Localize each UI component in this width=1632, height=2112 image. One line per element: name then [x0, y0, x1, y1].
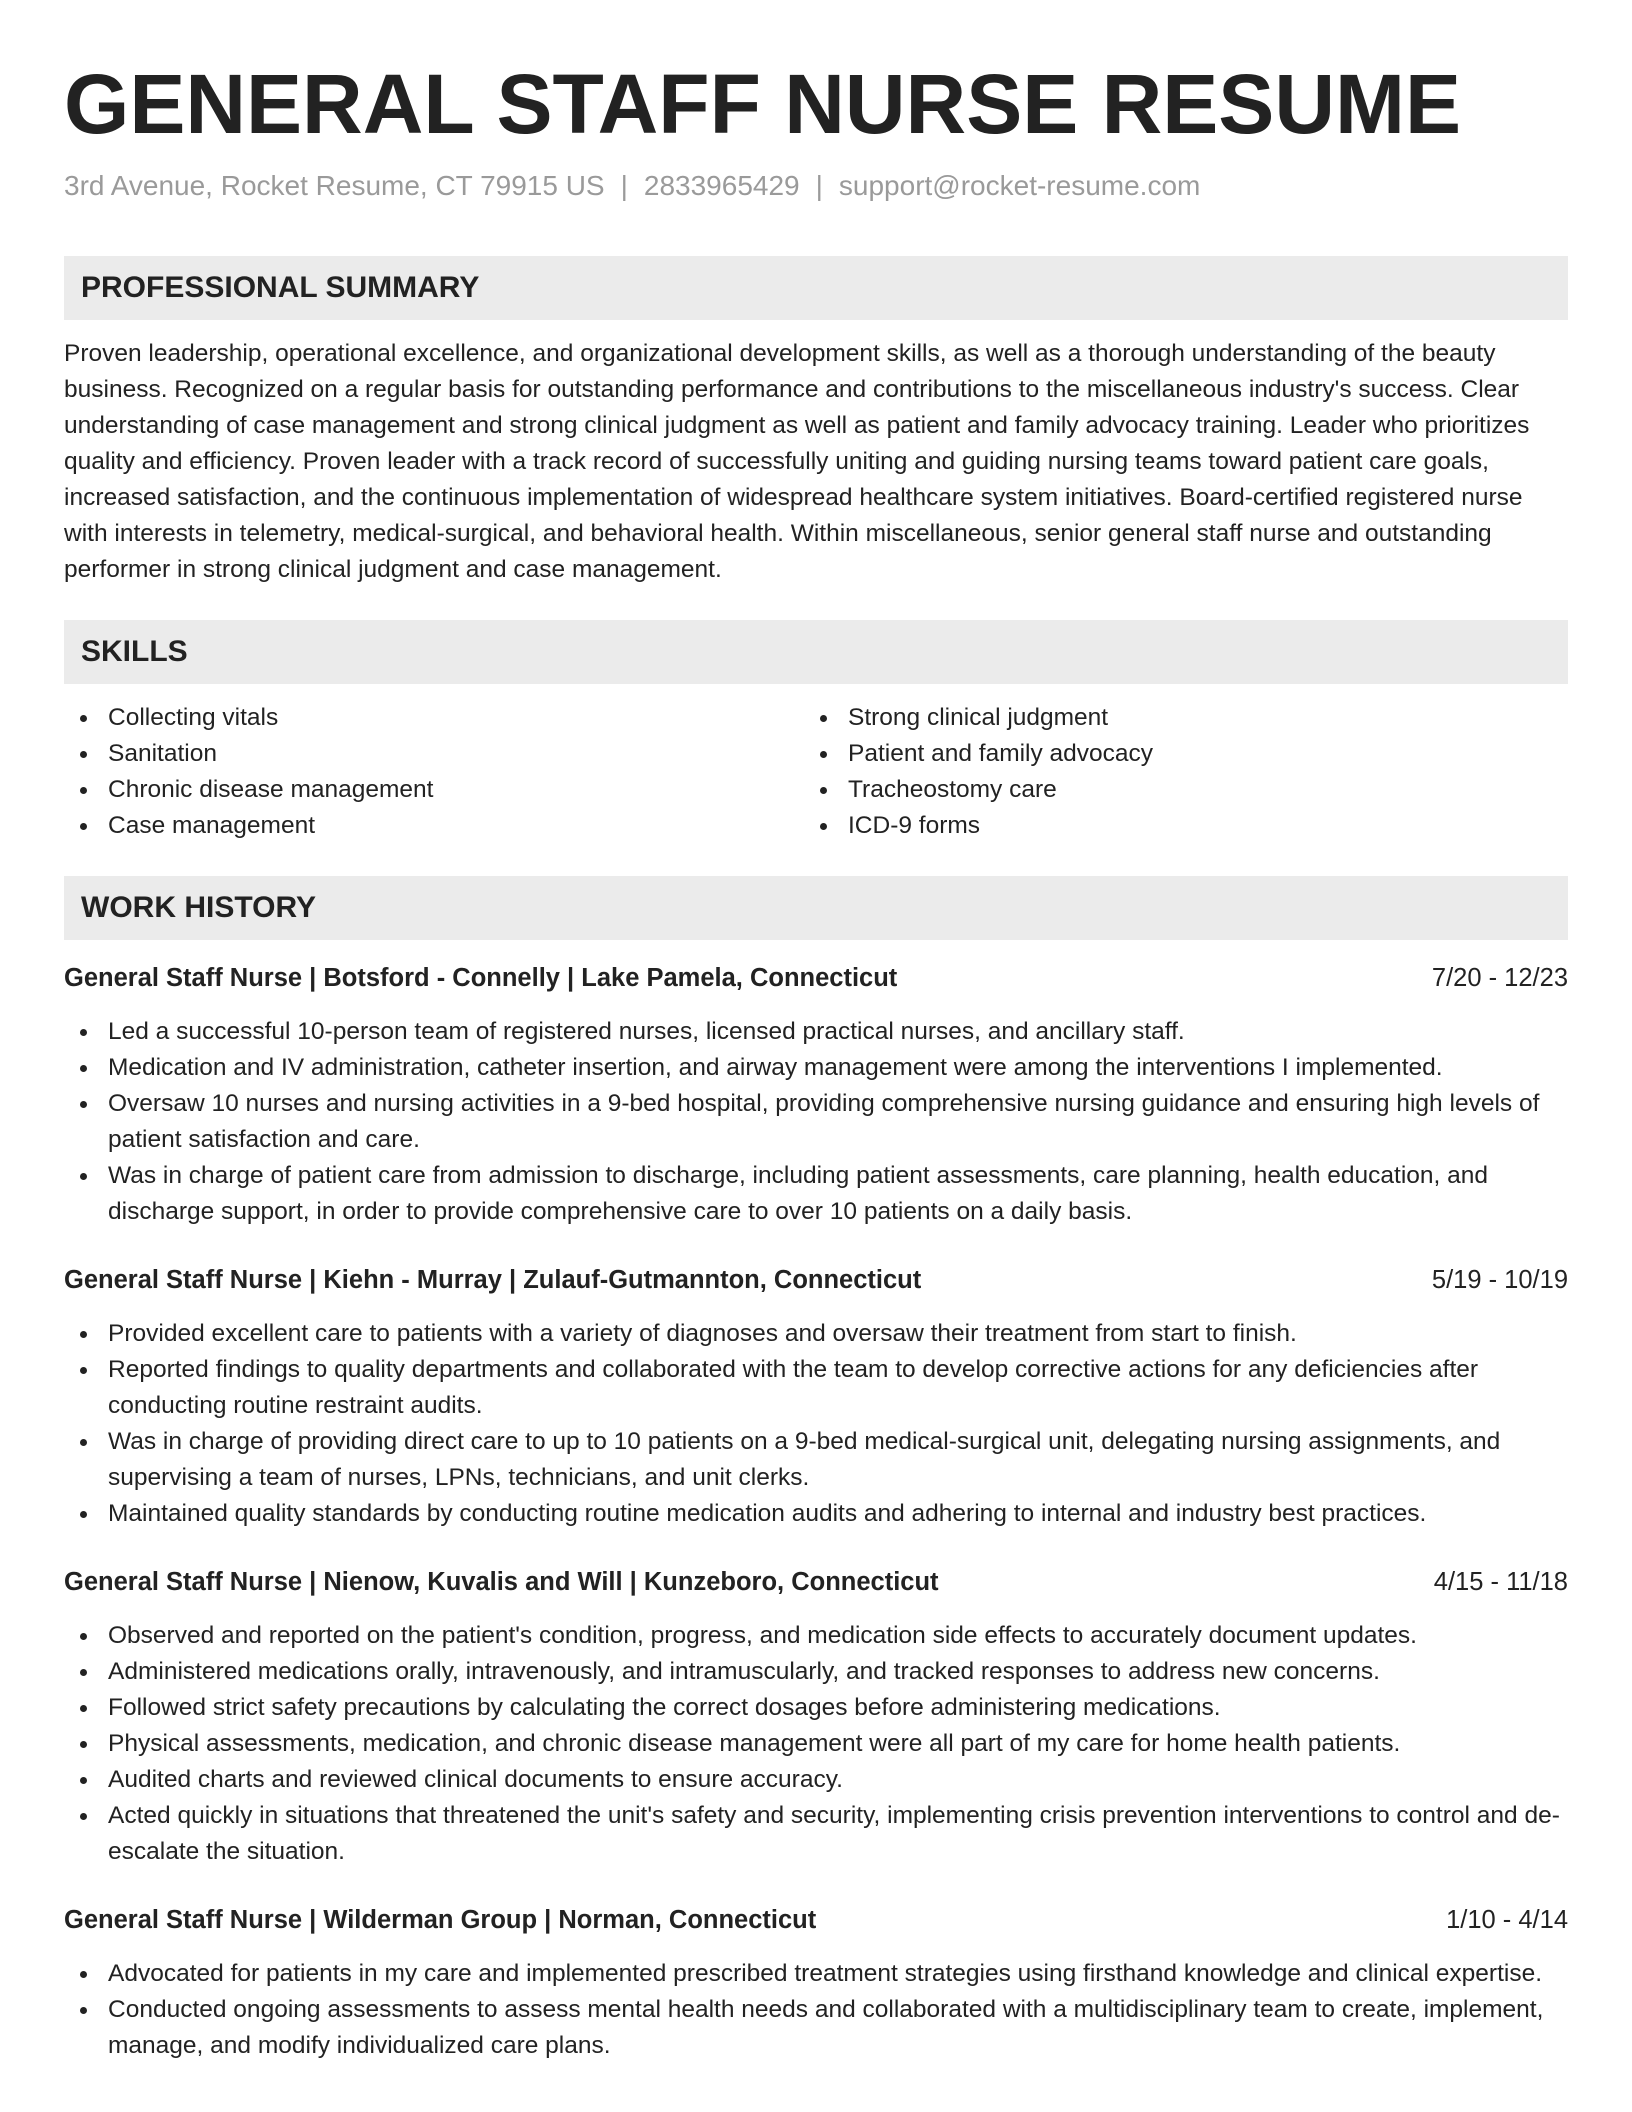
- job-bullet: Was in charge of providing direct care to up to 10 patients on a 9-bed medical-surgical unit, delegating nursing assignments, and supervising a team of nurses, LPNs, technicians, and unit clerks.: [64, 1424, 1568, 1496]
- job-bullet: Reported findings to quality departments and collaborated with the team to develop corrective actions for any deficiencies after conducting routine restraint audits.: [64, 1352, 1568, 1424]
- contact-separator: |: [620, 170, 628, 201]
- skill-item: Tracheostomy care: [804, 772, 1544, 808]
- job-bullet: Led a successful 10-person team of registered nurses, licensed practical nurses, and ancillary staff.: [64, 1014, 1568, 1050]
- section-header-summary: PROFESSIONAL SUMMARY: [64, 256, 1568, 320]
- job-dates: 7/20 - 12/23: [1431, 964, 1568, 992]
- job-bullets: [64, 1014, 1568, 1230]
- job-entry: [64, 1902, 1568, 2064]
- summary-text: Proven leadership, operational excellence, and organizational development skills, as well as a thorough understanding of the beauty business. Recognized on a regular basis for outstanding performance and contributions to the miscellaneous industry's success. Clear understanding of case management and strong clinical judgment as well as patient and family advocacy training. Leader who prioritizes quality and efficiency. Proven leader with a track record of successfully uniting and guiding nursing teams toward patient care goals, increased satisfaction, and the continuous implementation of widespread healthcare system initiatives. Board-certified registered nurse with interests in telemetry, medical-surgical, and behavioral health. Within miscellaneous, senior general staff nurse and outstanding performer in strong clinical judgment and case management.: [64, 340, 1530, 583]
- job-header: [64, 1902, 1568, 1938]
- contact-separator: |: [815, 170, 823, 201]
- job-bullets: [64, 1618, 1568, 1870]
- skill-item: Patient and family advocacy: [804, 736, 1544, 772]
- job-bullet: Observed and reported on the patient's condition, progress, and medication side effects to accurately document updates.: [64, 1618, 1568, 1654]
- job-title: General Staff Nurse | Kiehn - Murray | Zulauf-Gutmannton, Connecticut: [64, 1266, 922, 1294]
- contact-address: 3rd Avenue, Rocket Resume, CT 79915 US: [64, 170, 605, 201]
- contact-line: [64, 168, 1568, 204]
- job-dates: 4/15 - 11/18: [1433, 1568, 1568, 1596]
- contact-phone: 2833965429: [643, 170, 800, 201]
- job-bullet: Audited charts and reviewed clinical documents to ensure accuracy.: [64, 1762, 1568, 1798]
- resume-title: GENERAL STAFF NURSE RESUME: [64, 57, 1461, 151]
- skill-item: Strong clinical judgment: [804, 700, 1544, 736]
- job-bullet: Physical assessments, medication, and chronic disease management were all part of my care for home health patients.: [64, 1726, 1568, 1762]
- skill-item: ICD-9 forms: [804, 808, 1544, 844]
- skills-column-left: [64, 700, 804, 844]
- job-title: General Staff Nurse | Wilderman Group | Norman, Connecticut: [64, 1906, 817, 1934]
- job-header: [64, 1564, 1568, 1600]
- skill-item: Case management: [64, 808, 804, 844]
- job-bullet: Acted quickly in situations that threatened the unit's safety and security, implementing crisis prevention interventions to control and de-escalate the situation.: [64, 1798, 1568, 1870]
- job-bullet: Followed strict safety precautions by calculating the correct dosages before administering medications.: [64, 1690, 1568, 1726]
- skills-list: [64, 700, 1568, 844]
- job-dates: 1/10 - 4/14: [1446, 1906, 1568, 1934]
- job-bullet: Administered medications orally, intravenously, and intramuscularly, and tracked responses to address new concerns.: [64, 1654, 1568, 1690]
- contact-email: support@rocket-resume.com: [838, 170, 1201, 201]
- skill-item: Sanitation: [64, 736, 804, 772]
- skills-column-right: [804, 700, 1544, 844]
- job-entry: [64, 1262, 1568, 1532]
- job-title: General Staff Nurse | Botsford - Connelly | Lake Pamela, Connecticut: [64, 964, 898, 992]
- section-header-skills: SKILLS: [64, 620, 1568, 684]
- job-bullet: Maintained quality standards by conducting routine medication audits and adhering to internal and industry best practices.: [64, 1496, 1568, 1532]
- job-dates: 5/19 - 10/19: [1431, 1266, 1568, 1294]
- job-bullet: Advocated for patients in my care and implemented prescribed treatment strategies using firsthand knowledge and clinical expertise.: [64, 1956, 1568, 1992]
- job-header: [64, 960, 1568, 996]
- job-bullet: Conducted ongoing assessments to assess mental health needs and collaborated with a multidisciplinary team to create, implement, manage, and modify individualized care plans.: [64, 1992, 1568, 2064]
- job-bullet: Medication and IV administration, catheter insertion, and airway management were among the interventions I implemented.: [64, 1050, 1568, 1086]
- skill-item: Collecting vitals: [64, 700, 804, 736]
- job-bullets: [64, 1956, 1568, 2064]
- skill-item: Chronic disease management: [64, 772, 804, 808]
- job-title: General Staff Nurse | Nienow, Kuvalis and Will | Kunzeboro, Connecticut: [64, 1568, 939, 1596]
- job-bullet: Oversaw 10 nurses and nursing activities in a 9-bed hospital, providing comprehensive nursing guidance and ensuring high levels of patient satisfaction and care.: [64, 1086, 1568, 1158]
- section-header-work-history: WORK HISTORY: [64, 876, 1568, 940]
- job-bullet: Was in charge of patient care from admission to discharge, including patient assessments, care planning, health education, and discharge support, in order to provide comprehensive care to over 10 patients on a daily basis.: [64, 1158, 1568, 1230]
- job-bullet: Provided excellent care to patients with a variety of diagnoses and oversaw their treatment from start to finish.: [64, 1316, 1568, 1352]
- job-entry: [64, 960, 1568, 1230]
- job-bullets: [64, 1316, 1568, 1532]
- job-header: [64, 1262, 1568, 1298]
- job-entry: [64, 1564, 1568, 1870]
